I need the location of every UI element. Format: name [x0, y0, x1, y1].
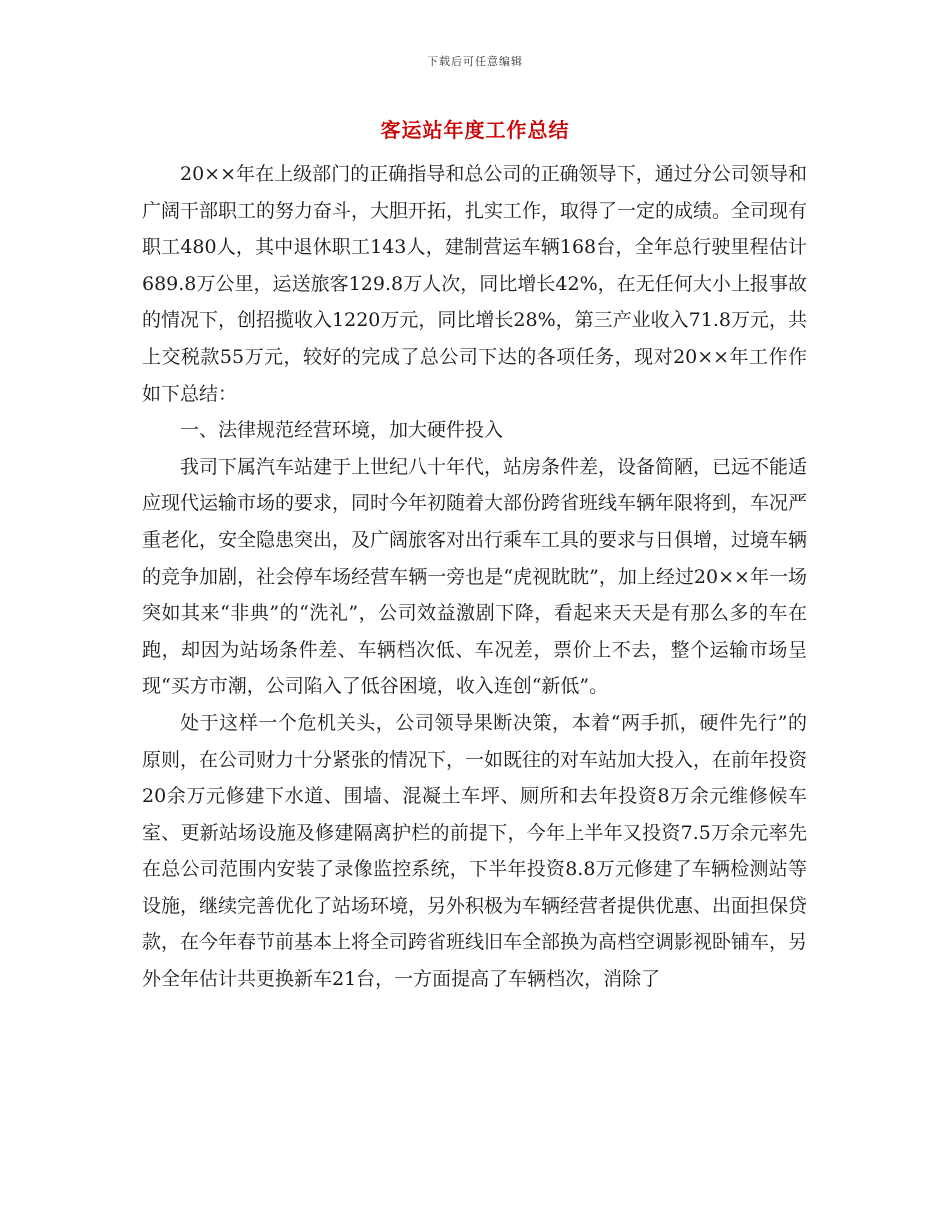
header-note: 下载后可任意编辑	[427, 55, 523, 68]
document-body	[142, 156, 807, 998]
paragraph-background: 我司下属汽车站建于上世纪八十年代，站房条件差，设备简陋，已远不能适应现代运输市场的要求，同时今年初随着大部份跨省班线车辆年限将到，车况严重老化，安全隐患突出，及广阔旅客对出行乘车工具的要求与日俱增，过境车辆的竞争加剧，社会停车场经营车辆一旁也是“虎视眈眈”，加上经过20××年一场突如其来“非典”的“洗礼”，公司效益激剧下降，看起来天天是有那么多的车在跑，却因为站场条件差、车辆档次低、车况差，票价上不去，整个运输市场呈现“买方市潮，公司陷入了低谷困境，收入连创“新低”。	[142, 455, 808, 698]
paragraph-investment: 处于这样一个危机关头，公司领导果断决策，本着“两手抓，硬件先行”的原则，在公司财力十分紧张的情况下，一如既往的对车站加大投入，在前年投资20余万元修建下水道、围墙、混凝土车坪、厕所和去年投资8万余元维修候车室、更新站场设施及修建隔离护栏的前提下，今年上半年又投资7.5万余元率先在总公司范围内安装了录像监控系统，下半年投资8.8万元修建了车辆检测站等设施，继续完善优化了站场环境，另外积极为车辆经营者提供优惠、出面担保贷款，在今年春节前基本上将全司跨省班线旧车全部换为高档空调影视卧铺车，另外全年估计共更换新车21台，一方面提高了车辆档次，消除了	[142, 711, 808, 991]
paragraph-intro: 20××年在上级部门的正确指导和总公司的正确领导下，通过分公司领导和广阔干部职工的努力奋斗，大胆开拓，扎实工作，取得了一定的成绩。全司现有职工480人，其中退休职工143人，建制营运车辆168台，全年总行驶里程估计689.8万公里，运送旅客129.8万人次，同比增长42%，在无任何大小上报事故的情况下，创招揽收入1220万元，同比增长28%，第三产业收入71.8万元，共上交税款55万元，较好的完成了总公司下达的各项任务，现对20××年工作作如下总结：	[142, 163, 808, 405]
section-heading-1: 一、法律规范经营环境，加大硬件投入	[180, 419, 504, 442]
document-title: 客运站年度工作总结	[380, 118, 570, 142]
